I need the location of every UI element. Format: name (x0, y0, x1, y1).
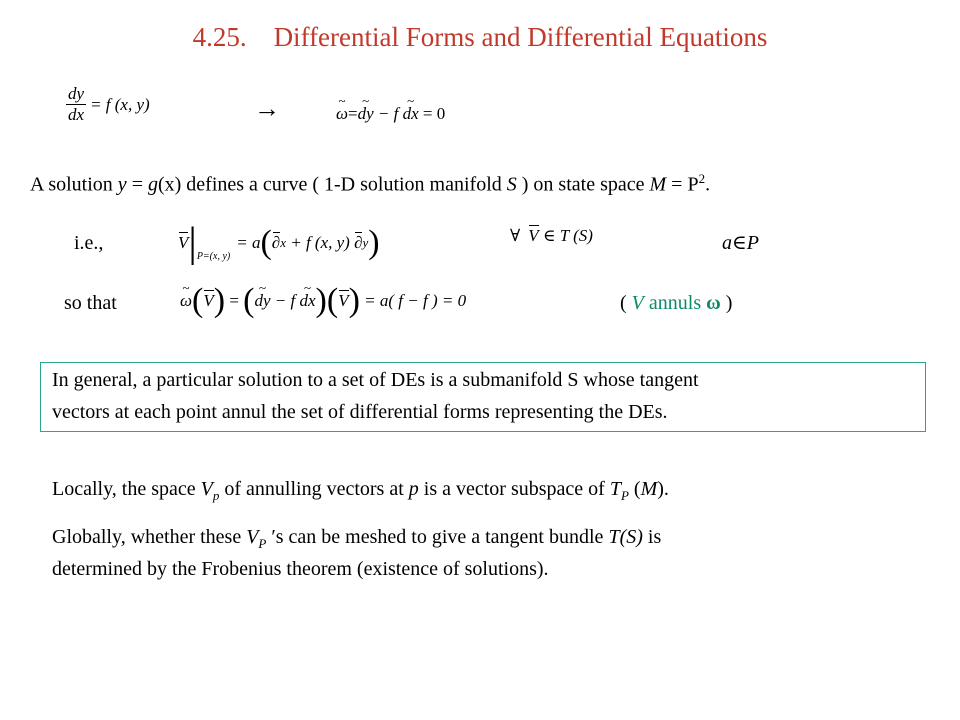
partial-x-sub: x (280, 235, 286, 250)
solution-g: g (147, 173, 158, 196)
vector-equation (178, 222, 380, 264)
ie-label: i.e., (74, 232, 104, 254)
annul-open-3: ( (326, 282, 339, 319)
annul-minus: − f (270, 291, 300, 310)
locally-p: p (408, 478, 419, 500)
annuls-V: V (631, 292, 644, 314)
open-paren: ( (260, 224, 272, 261)
globally-S: (S) (619, 526, 643, 548)
annul-V (203, 291, 213, 311)
globally-T: T (608, 526, 620, 548)
annul-V-letter: V (203, 291, 214, 310)
annul-V2 (338, 291, 348, 311)
forall-V-letter: V (528, 226, 539, 245)
solution-text-1: A solution (30, 173, 118, 196)
ode-rhs: = f (x, y) (90, 94, 150, 114)
annul-close-2: ) (315, 282, 327, 319)
eval-subscript: P=(x, y) (196, 251, 231, 262)
a-in-P (722, 232, 759, 255)
solution-sup: 2 (698, 171, 706, 186)
locally-T-sub: P (620, 488, 629, 503)
annul-close-3: ) (348, 282, 360, 319)
vector-eq-a: = a (236, 233, 261, 252)
partial-x (272, 233, 280, 253)
forall-V (528, 226, 538, 246)
locally-text-1: Locally, the space (52, 478, 201, 500)
eval-bar: | (188, 220, 197, 266)
annuls-word: annuls (643, 292, 707, 314)
globally-V: V (246, 526, 259, 548)
form-dx: ~ dx (403, 104, 419, 124)
derivative-denominator: dx (68, 105, 85, 124)
partial-y-symbol: ∂ (354, 233, 363, 252)
annul-close-1: ) (213, 282, 226, 319)
annuls-note (620, 292, 732, 315)
locally-V: V (200, 478, 213, 500)
form-dy: ~ dy (358, 104, 374, 124)
partial-y (354, 233, 362, 253)
locally-V-sub: p (212, 488, 220, 503)
slide-title: 4.25. Differential Forms and Differential Equations (192, 22, 768, 52)
locally-text-3: is a vector subspace of (418, 478, 610, 500)
annul-dy: ~ dy (254, 291, 270, 311)
solution-M: M (649, 173, 667, 196)
annul-dx: ~ dx (299, 291, 315, 311)
solution-text-3: ) on state space (516, 173, 650, 196)
annul-equation (180, 284, 466, 318)
annul-rhs: = a( f − f ) = 0 (359, 291, 467, 310)
forall-symbol: ∀ (510, 226, 521, 245)
locally-M: M (640, 478, 658, 500)
vector-plus: + f (x, y) (285, 233, 355, 252)
close-paren: ) (368, 224, 380, 261)
annuls-omega: ω (706, 292, 721, 314)
locally-text-4: ( (628, 478, 641, 500)
solution-x: (x) (157, 173, 182, 196)
solution-text-4: = P (666, 173, 699, 196)
vector-V (178, 233, 188, 253)
solution-text-5: . (705, 173, 711, 196)
globally-line-1 (52, 526, 661, 552)
solution-S: S (506, 173, 517, 196)
vector-V-letter: V (178, 233, 189, 252)
general-statement-box (40, 362, 926, 432)
forall-clause (510, 226, 593, 246)
derivative-numerator: dy (68, 84, 85, 103)
so-that-label: so that (64, 292, 117, 314)
box-line-1: In general, a particular solution to a set of DEs is a submanifold S whose tangent (52, 369, 699, 391)
form-equation (336, 104, 445, 124)
forall-in-TS: ∈ T (S) (538, 226, 593, 245)
partial-x-symbol: ∂ (271, 233, 281, 252)
globally-text-1: Globally, whether these (52, 526, 247, 548)
form-zero: = 0 (418, 104, 446, 123)
globally-text-2: ′s can be meshed to give a tangent bundle (266, 526, 609, 548)
annul-open-1: ( (192, 282, 204, 319)
locally-T: T (609, 478, 621, 500)
locally-paragraph (52, 478, 669, 504)
annuls-close: ) (720, 292, 733, 314)
derivative-fraction (66, 84, 86, 125)
locally-text-2: of annulling vectors at (219, 478, 409, 500)
solution-sentence (30, 172, 710, 197)
annul-V2-letter: V (338, 291, 349, 310)
solution-y: y (117, 173, 127, 196)
form-omega: ~ ω (336, 104, 348, 124)
implies-arrow: → (254, 94, 280, 123)
annuls-open: ( (620, 292, 632, 314)
globally-line-2: determined by the Frobenius theorem (existence of solutions). (52, 558, 549, 580)
globally-text-3: is (642, 526, 662, 548)
partial-y-sub: y (362, 235, 369, 250)
solution-text-2: defines a curve ( 1-D solution manifold (181, 173, 507, 196)
ode-equation (66, 84, 150, 125)
annul-omega: ~ ω (180, 291, 192, 311)
annul-open-2: ( (243, 282, 255, 319)
form-eq: = (348, 104, 358, 123)
locally-text-5: ). (657, 478, 669, 500)
globally-V-sub: P (258, 536, 267, 551)
box-line-2: vectors at each point annul the set of differential forms representing the DEs. (52, 401, 668, 423)
solution-eq: = (126, 173, 148, 196)
form-minus: − f (373, 104, 403, 123)
a-in-P-text: a∈P (722, 232, 760, 254)
annul-eq: = (225, 291, 244, 310)
